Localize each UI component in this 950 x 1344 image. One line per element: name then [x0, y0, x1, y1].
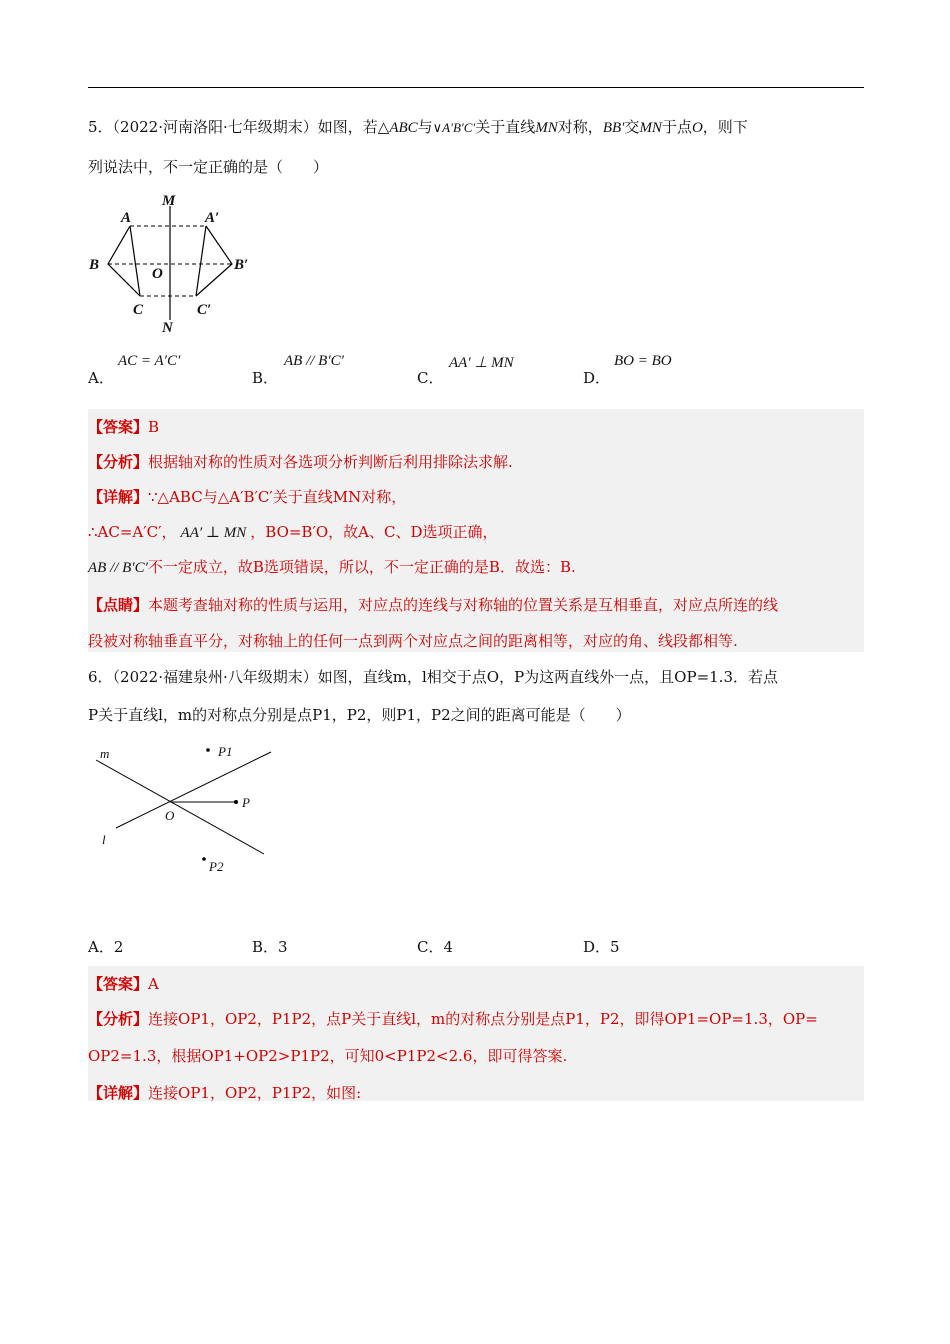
q6-option-value: 4 — [443, 938, 454, 956]
q5-detail-tag: 【详解】 — [88, 488, 149, 506]
q5-point-o: O — [691, 120, 703, 136]
q6-answer-value: A — [148, 975, 159, 993]
q6-number: 6． — [88, 668, 113, 686]
q6-option-letter: C． — [417, 938, 444, 956]
q5-answer — [88, 416, 864, 437]
q5-option-c-expr: AA′ ⊥ MN — [449, 355, 514, 371]
q6-option-value: 5 — [610, 938, 620, 956]
q6-option-letter: A． — [88, 938, 114, 956]
q6-point-p2 — [202, 857, 206, 861]
q6-option-c — [417, 936, 453, 957]
q6-stem-text: 如图，直线m，l相交于点O，P为这两直线外一点，且OP=1.3．若点 — [317, 668, 778, 686]
q5-comment-tag: 【点睛】 — [88, 596, 149, 614]
q5-figure — [86, 190, 266, 340]
q5-detail-line-1 — [88, 486, 864, 507]
q5-label-n: N — [162, 320, 173, 336]
q5-label-c: C — [133, 302, 144, 318]
q6-option-value: 2 — [113, 938, 124, 956]
q5-option-b-letter: B． — [252, 369, 279, 387]
q5-label-a: A — [121, 210, 132, 226]
q6-answer-tag: 【答案】 — [88, 975, 149, 993]
q5-option-c-letter: C． — [417, 369, 444, 387]
q5-label-o: O — [152, 266, 163, 282]
q5-detail-line-2 — [88, 521, 864, 542]
q6-detail-tag: 【详解】 — [88, 1084, 149, 1102]
q5-analysis-tag: 【分析】 — [88, 453, 149, 471]
q5-stem-text: 交 — [624, 118, 640, 136]
q5-detail-text: ∴AC=A′C′， — [88, 523, 177, 541]
q6-line-m — [96, 760, 264, 854]
q6-figure — [90, 740, 280, 885]
q6-option-letter: D． — [583, 938, 611, 956]
q5-label-a-prime: A′ — [205, 210, 220, 226]
q6-analysis-line-2: OP2=1.3，根据OP1+OP2>P1P2，可知0<P1P2<2.6，即可得答案. — [88, 1047, 568, 1065]
q6-detail — [88, 1082, 864, 1103]
q5-stem-line-2: 列说法中，不一定正确的是（ ） — [88, 158, 329, 176]
q5-label-m: M — [162, 193, 176, 209]
q5-stem-text: 于点 — [661, 118, 692, 136]
q5-option-a-letter: A． — [88, 369, 114, 387]
q6-option-value: 3 — [278, 938, 288, 956]
q6-answer — [88, 973, 864, 994]
q6-label-p1: P1 — [218, 744, 233, 759]
q5-comment-text: 本题考查轴对称的性质与运用，对应点的连线与对称轴的位置关系是互相垂直，对应点所连的线 — [148, 596, 779, 614]
q5-detail-line-3 — [88, 556, 864, 577]
q6-label-m: m — [100, 746, 110, 761]
q5-comment-line-2: 段被对称轴垂直平分，对称轴上的任何一点到两个对应点之间的距离相等，对应的角、线段都相等. — [88, 632, 738, 650]
header-rule — [88, 87, 864, 88]
q5-stem-text: 对称， — [557, 118, 603, 136]
q6-option-b — [252, 936, 288, 957]
q5-option-b-expr: AB // B′C′ — [284, 353, 344, 369]
q5-label-b: B — [89, 257, 100, 273]
q6-label-p: P — [242, 795, 250, 810]
q5-detail-math: AB // B′C′ — [88, 560, 148, 576]
q6-analysis-text: 连接OP1，OP2，P1P2，点P关于直线l，m的对称点分别是点P1，P2，即得OP1=OP=1.3，OP= — [148, 1010, 818, 1028]
q5-detail-math: AA′ ⊥ MN — [180, 525, 247, 541]
q5-triangle-abc-prime: ∨A′B′C′ — [432, 120, 476, 135]
q6-label-p2: P2 — [209, 859, 224, 874]
q5-stem-text: 关于直线 — [475, 118, 536, 136]
q6-analysis-line-1 — [88, 1008, 864, 1029]
q6-option-d — [583, 936, 620, 957]
q5-triangle-abc: △ABC — [377, 120, 418, 136]
q6-line-l — [116, 752, 271, 828]
q5-detail-text: ∵△ABC与△A′B′C′关于直线MN对称， — [148, 488, 407, 506]
q5-analysis — [88, 451, 864, 472]
q6-label-o: O — [165, 808, 175, 823]
q5-stem-text: 如图，若 — [317, 118, 378, 136]
q5-option-d-letter: D． — [583, 369, 611, 387]
q5-number: 5． — [88, 118, 113, 136]
q5-detail-text: 不一定成立，故B选项错误，所以，不一定正确的是B．故选：B. — [147, 558, 576, 576]
q6-point-p — [234, 800, 238, 804]
q5-option-d-expr: BO = BO — [614, 353, 672, 369]
q6-detail-text: 连接OP1，OP2，P1P2，如图: — [148, 1084, 362, 1102]
q5-stem-text: ，则下 — [702, 118, 748, 136]
q5-source: （2022·河南洛阳·七年级期末） — [112, 118, 318, 136]
q6-source: （2022·福建泉州·八年级期末） — [112, 668, 318, 686]
q5-analysis-text: 根据轴对称的性质对各选项分析判断后利用排除法求解. — [148, 453, 513, 471]
q6-point-p1 — [206, 748, 210, 752]
q6-analysis-tag: 【分析】 — [88, 1010, 149, 1028]
q5-comment-line-1 — [88, 594, 864, 615]
q6-stem-line-1 — [88, 666, 864, 687]
q5-answer-tag: 【答案】 — [88, 418, 149, 436]
q5-segment-bb: BB′ — [602, 120, 625, 136]
q6-stem-line-2: P关于直线l，m的对称点分别是点P1，P2，则P1，P2之间的距离可能是（ ） — [88, 706, 631, 724]
q5-stem-text: 与 — [417, 118, 433, 136]
q5-answer-value: B — [148, 418, 160, 436]
q5-detail-text: ，BO=B′O，故A、C、D选项正确， — [250, 523, 498, 541]
q5-option-a-expr: AC = A′C′ — [118, 353, 181, 369]
q5-line-mn: MN — [639, 120, 662, 136]
q5-stem-line-1 — [88, 116, 864, 137]
q5-label-c-prime: C′ — [197, 302, 212, 318]
q5-line-mn: MN — [535, 120, 558, 136]
q5-label-b-prime: B′ — [234, 257, 249, 273]
q6-option-letter: B． — [252, 938, 279, 956]
q6-label-l: l — [102, 832, 106, 847]
q6-option-a — [88, 936, 123, 957]
